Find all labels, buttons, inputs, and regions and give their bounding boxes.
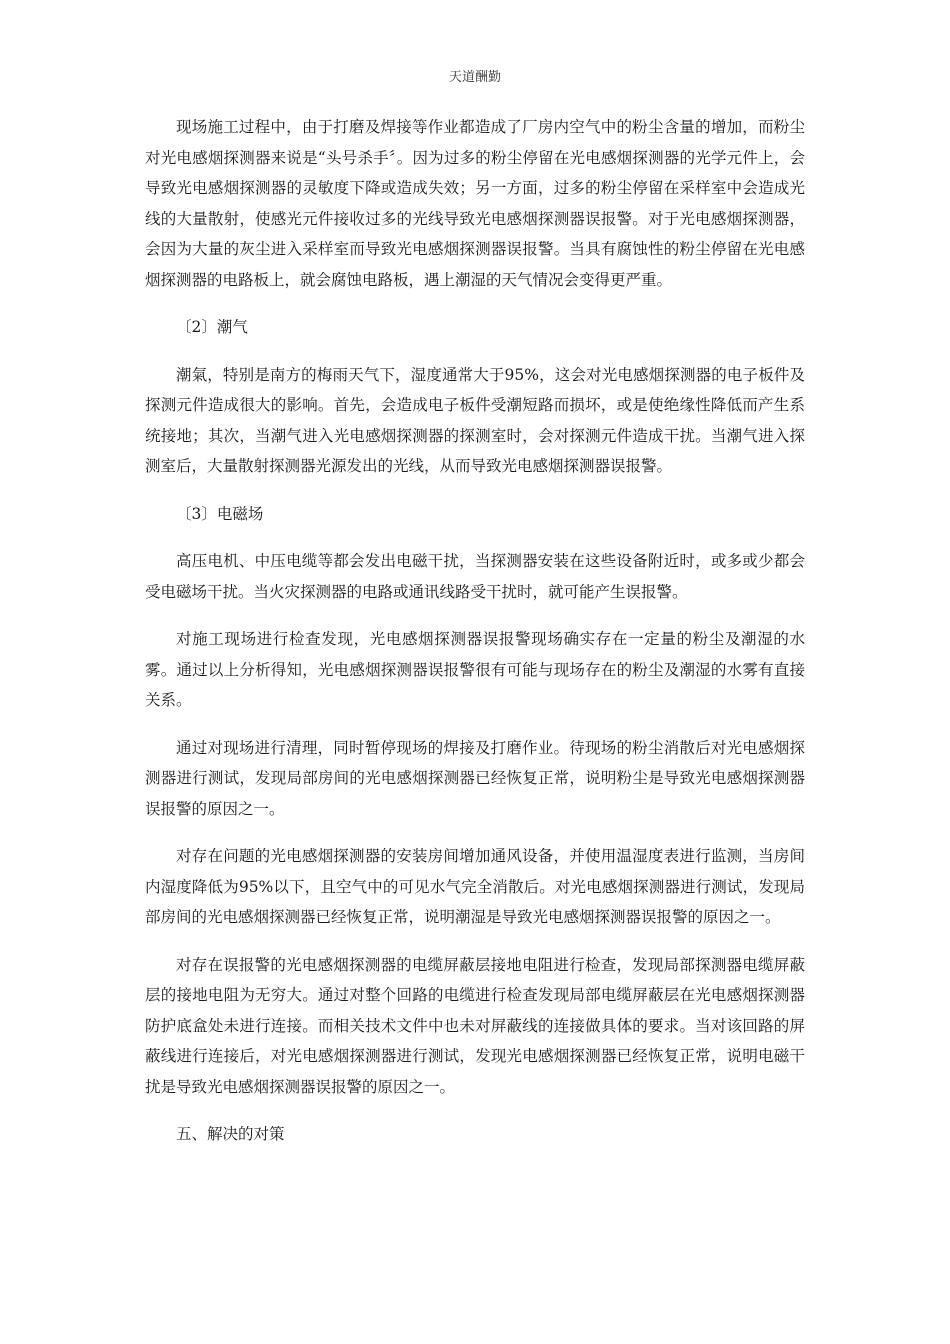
paragraph-moisture: 潮氣，特别是南方的梅雨天气下，湿度通常大于95%，这会对光电感烟探测器的电子板件及探测元件造成很大的影响。首先，会造成电子板件受潮短路而损坏，或是使绝缘性降低而产生系统接地；其次，当潮气进入光电感烟探测器的探测室时，会对探测元件造成干扰。当潮气进入探测室后，大量散射探测器光源发出的光线，从而导致光电感烟探测器误报警。	[145, 365, 805, 475]
document-body	[145, 112, 805, 1167]
paragraph-electromagnetic: 高压电机、中压电缆等都会发出电磁干扰，当探测器安装在这些设备附近时，或多或少都会受电磁场干扰。当火灾探测器的电路或通讯线路受干扰时，就可能产生误报警。	[145, 552, 805, 601]
page-header: 天道酬勤	[448, 70, 501, 85]
paragraph-ventilation-test: 对存在问题的光电感烟探测器的安装房间增加通风设备，并使用温湿度表进行监测，当房间内湿度降低为95%以下，且空气中的可见水气完全消散后。对光电感烟探测器进行测试，发现局部房间的光电感烟探测器已经恢复正常，说明潮湿是导致光电感烟探测器误报警的原因之一。	[145, 847, 805, 926]
subheading-electromagnetic: 〔3〕电磁场	[176, 504, 264, 523]
paragraph-cleaning-test: 通过对现场进行清理，同时暂停现场的焊接及打磨作业。待现场的粉尘消散后对光电感烟探测器进行测试，发现局部房间的光电感烟探测器已经恢复正常，说明粉尘是导致光电感烟探测器误报警的原因之一。	[145, 738, 805, 818]
paragraph-shielding-test: 对存在误报警的光电感烟探测器的电缆屏蔽层接地电阻进行检查，发现局部探测器电缆屏蔽层的接地电阻为无穷大。通过对整个回路的电缆进行检查发现局部电缆屏蔽层在光电感烟探测器防护底盒处未进行连接。而相关技术文件中也未对屏蔽线的连接做具体的要求。当对该回路的屏蔽线进行连接后，对光电感烟探测器进行测试，发现光电感烟探测器已经恢复正常，说明电磁干扰是导致光电感烟探测器误报警的原因之一。	[145, 955, 805, 1096]
paragraph-dust: 现场施工过程中，由于打磨及焊接等作业都造成了厂房内空气中的粉尘含量的增加，而粉尘对光电感烟探测器来说是“头号杀手〞。因为过多的粉尘停留在光电感烟探测器的光学元件上，会导致光电感烟探测器的灵敏度下降或造成失效；另一方面，过多的粉尘停留在采样室中会造成光线的大量散射，使感光元件接收过多的光线导致光电感烟探测器误报警。对于光电感烟探测器，会因为大量的灰尘进入采样室而导致光电感烟探测器误报警。当具有腐蚀性的粉尘停留在光电感烟探测器的电路板上，就会腐蚀电路板，遇上潮湿的天气情况会变得更严重。	[145, 118, 805, 289]
paragraph-site-inspection: 对施工现场进行检查发现，光电感烟探测器误报警现场确实存在一定量的粉尘及潮湿的水雾。通过以上分析得知，光电感烟探测器误报警很有可能与现场存在的粉尘及潮湿的水雾有直接关系。	[145, 630, 805, 709]
subheading-moisture: 〔2〕潮气	[176, 318, 248, 336]
section-heading-solutions: 五、解决的对策	[176, 1125, 285, 1143]
